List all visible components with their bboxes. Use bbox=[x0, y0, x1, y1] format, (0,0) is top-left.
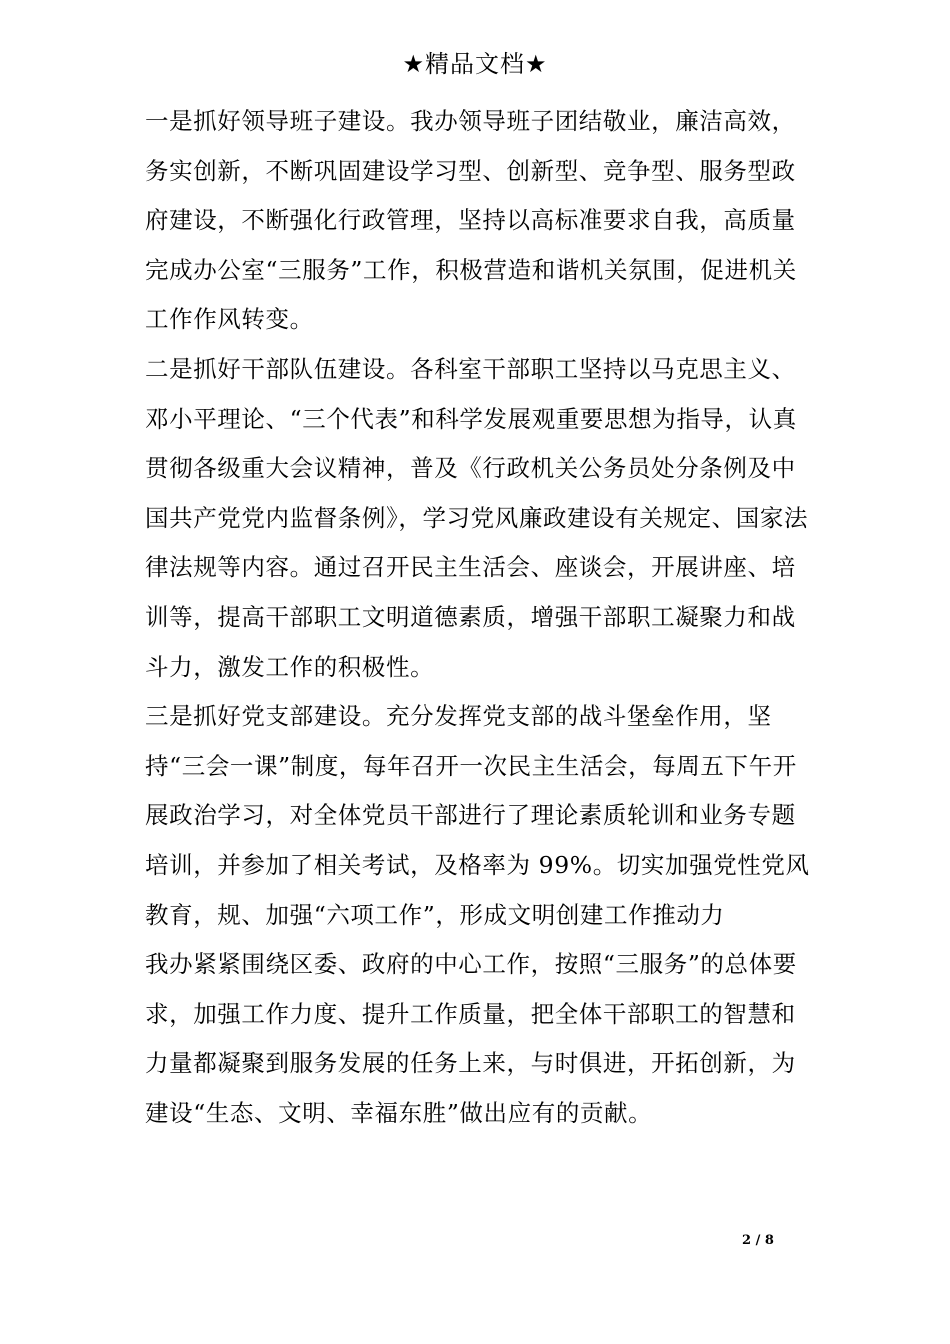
page-header: ★精品文档★ bbox=[402, 50, 548, 78]
paragraph-party-branch: 三是抓好党支部建设。充分发挥党支部的战斗堡垒作用，坚持“三会一课”制度，每年召开一次民主生活会，每周五下午开展政治学习，对全体党员干部进行了理论素质轮训和业务专题培训，并参加了相关考试，及格率为 99%。切实加强党性党风教育，规、加强“六项工作”，形成文明创建工作推动力 bbox=[145, 702, 810, 929]
document-body bbox=[145, 97, 815, 1138]
paragraph-leadership: 一是抓好领导班子建设。我办领导班子团结敬业，廉洁高效，务实创新，不断巩固建设学习型、创新型、竞争型、服务型政府建设，不断强化行政管理，坚持以高标准要求自我，高质量完成办公室“三服务”工作，积极营造和谐机关氛围，促进机关工作作风转变。 bbox=[145, 107, 797, 334]
paragraph-cadre-team: 二是抓好干部队伍建设。各科室干部职工坚持以马克思主义、邓小平理论、“三个代表”和科学发展观重要思想为指导，认真贯彻各级重大会议精神，普及《行政机关公务员处分条例及中国共产党党内监督条例》，学习党风廉政建设有关规定、国家法律法规等内容。通过召开民主生活会、座谈会，开展讲座、培训等，提高干部职工文明道德素质，增强干部职工凝聚力和战斗力，激发工作的积极性。 bbox=[145, 354, 809, 681]
paragraph-summary: 我办紧紧围绕区委、政府的中心工作，按照“三服务”的总体要求，加强工作力度、提升工作质量，把全体干部职工的智慧和力量都凝聚到服务发展的任务上来，与时俱进，开拓创新，为建设“生态、文明、幸福东胜”做出应有的贡献。 bbox=[145, 950, 797, 1127]
page-number: 2 / 8 bbox=[742, 1233, 774, 1248]
